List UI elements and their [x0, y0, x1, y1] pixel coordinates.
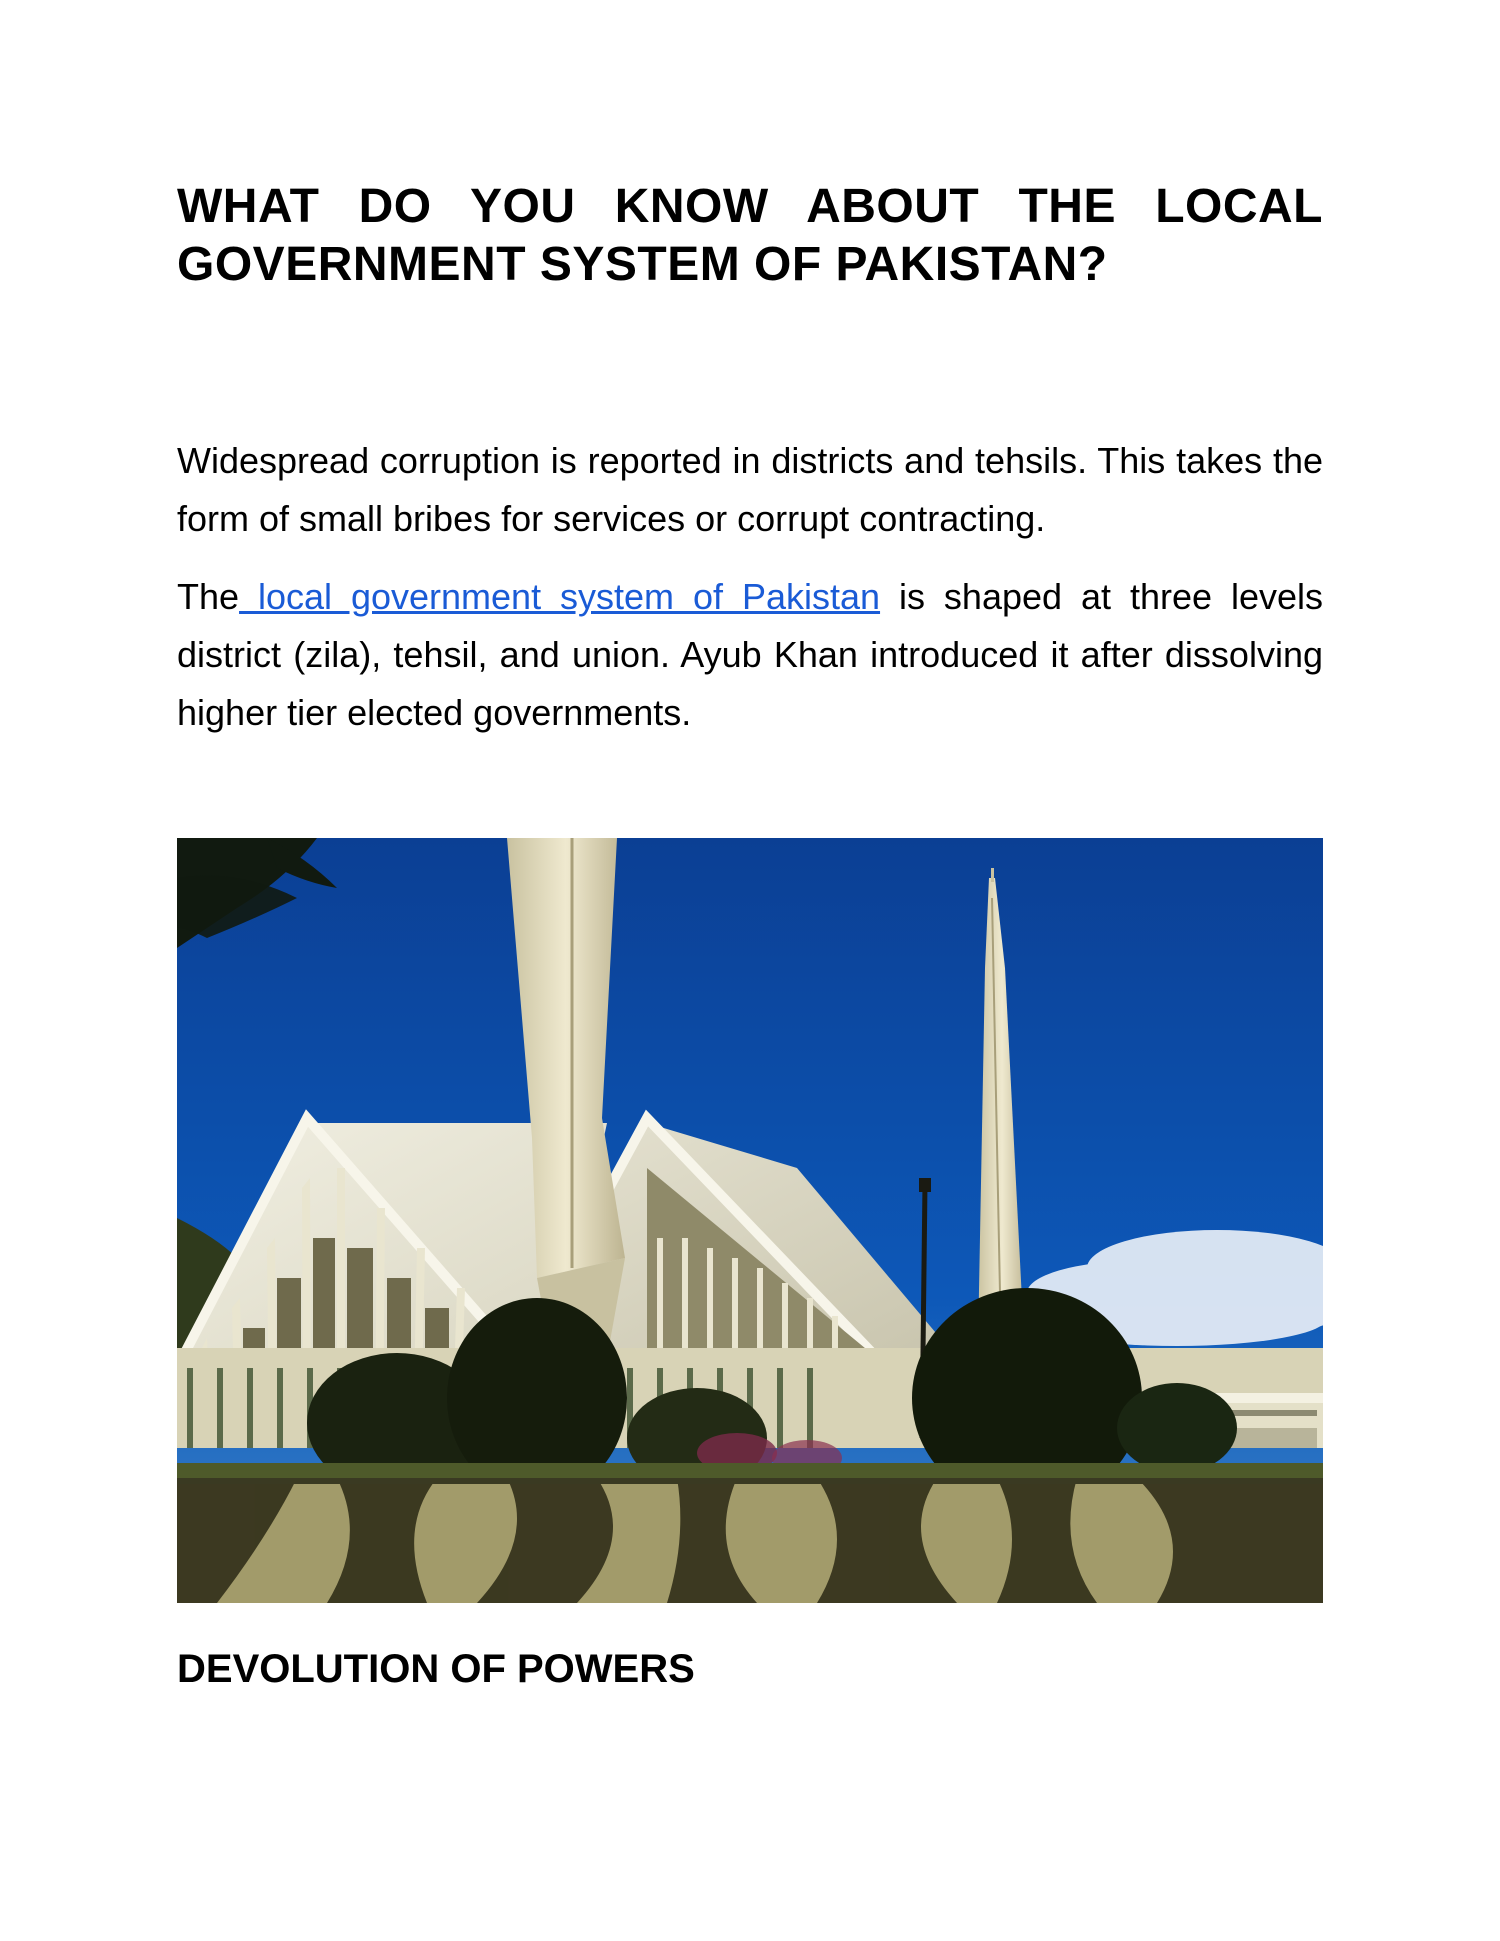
paragraph-prefix: The [177, 576, 240, 617]
page-title: WHAT DO YOU KNOW ABOUT THE LOCAL GOVERNMENT SYSTEM OF PAKISTAN? [177, 180, 1323, 291]
mosque-illustration [177, 838, 1323, 1603]
local-government-link[interactable]: local government system of Pakistan [239, 576, 881, 617]
paragraph-local-government [177, 568, 1323, 742]
wall-top-edge [177, 1478, 1323, 1484]
mosque-photo [177, 838, 1323, 1603]
paragraph-suffix: is shaped at three levels district (zila), tehsil, and union. Ayub Khan introduced it after dissolving higher tier elected governments. [177, 576, 1323, 733]
minaret-finial [991, 868, 994, 882]
section-heading: DEVOLUTION OF POWERS [177, 1647, 695, 1691]
lamp-head [919, 1178, 931, 1192]
paragraph-corruption: Widespread corruption is reported in districts and tehsils. This takes the form of small bribes for services or corrupt contracting. [177, 440, 1323, 539]
